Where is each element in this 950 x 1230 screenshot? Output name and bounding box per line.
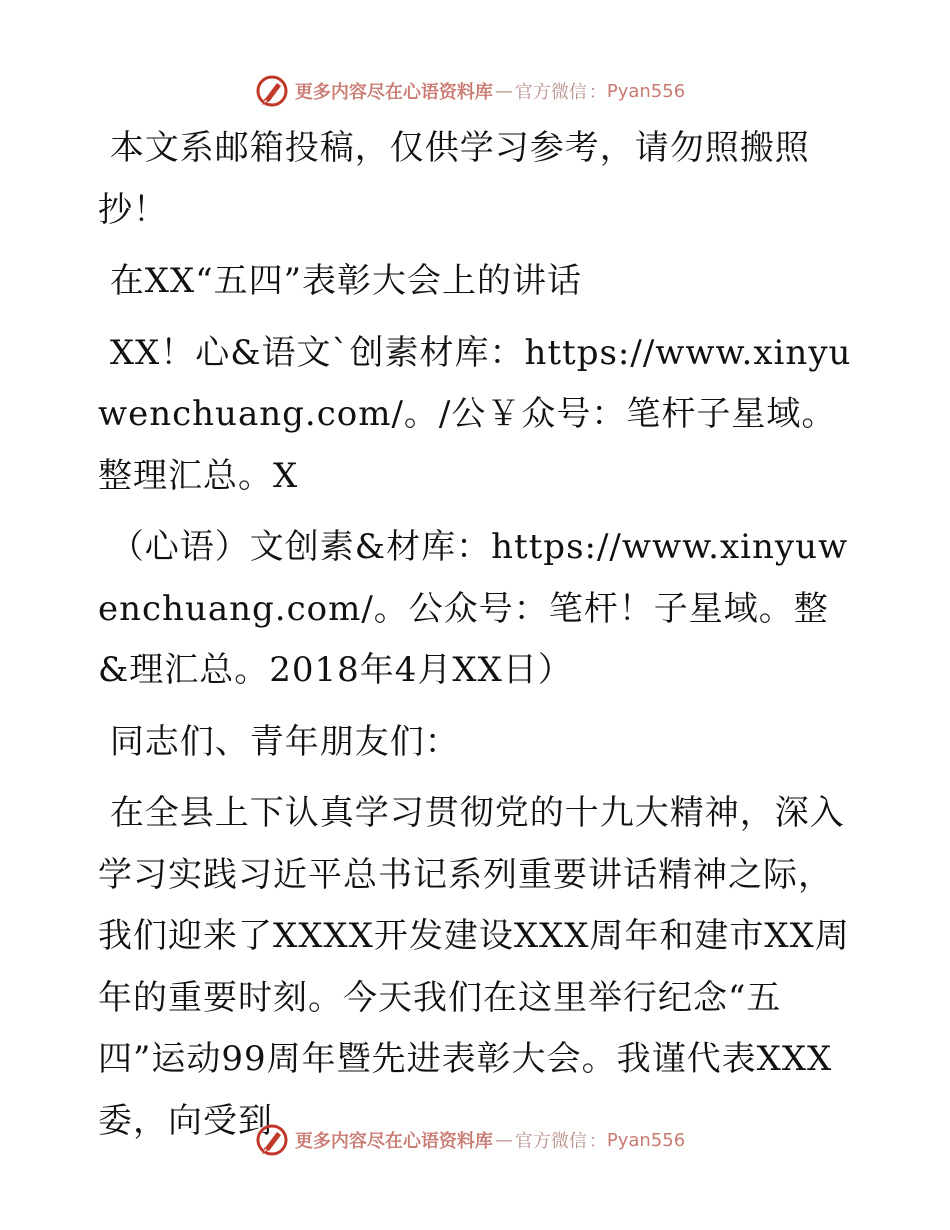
watermark-dash: — [494,80,513,102]
watermark-dash: — [494,1129,513,1151]
document-body [98,118,858,1152]
watermark-brand: 更多内容尽在心语资料库 [294,1131,493,1152]
pen-logo-icon [255,74,289,108]
watermark-brand: 更多内容尽在心语资料库 [294,82,493,103]
source-note-paragraph: XX！心&语文`创素材库：https://www.xinyuwenchuang.com/。/公￥众号：笔杆子星域。整理汇总。X [98,332,852,496]
body-paragraph: 在全县上下认真学习贯彻党的十九大精神，深入学习实践习近平总书记系列重要讲话精神之际，我们迎来了XXXX开发建设XXX周年和建市XX周年的重要时刻。今天我们在这里举行纪念“五四”运动99周年暨先进表彰大会。我谨代表XXX委，向受到 [98,793,850,1141]
salutation-paragraph: 同志们、青年朋友们： [98,721,460,762]
watermark-separator: ： [588,1131,607,1152]
source-date-paragraph: （心语）文创素&材库：https://www.xinyuwenchuang.com/。公众号：笔杆！子星域。整&理汇总。2018年4月XX日） [98,527,849,690]
watermark-wechat-id: Pyan556 [606,1129,686,1151]
watermark-wechat-id: Pyan556 [606,80,686,102]
watermark-separator: ： [588,82,607,103]
watermark-header [0,71,950,111]
speech-title: 在XX“五四”表彰大会上的讲话 [98,261,582,301]
watermark-official: 官方微信 [514,1131,587,1152]
disclaimer-paragraph: 本文系邮箱投稿，仅供学习参考，请勿照搬照抄！ [98,128,810,230]
watermark-footer [0,1120,950,1160]
pen-logo-icon [255,1123,289,1157]
watermark-official: 官方微信 [514,82,587,103]
